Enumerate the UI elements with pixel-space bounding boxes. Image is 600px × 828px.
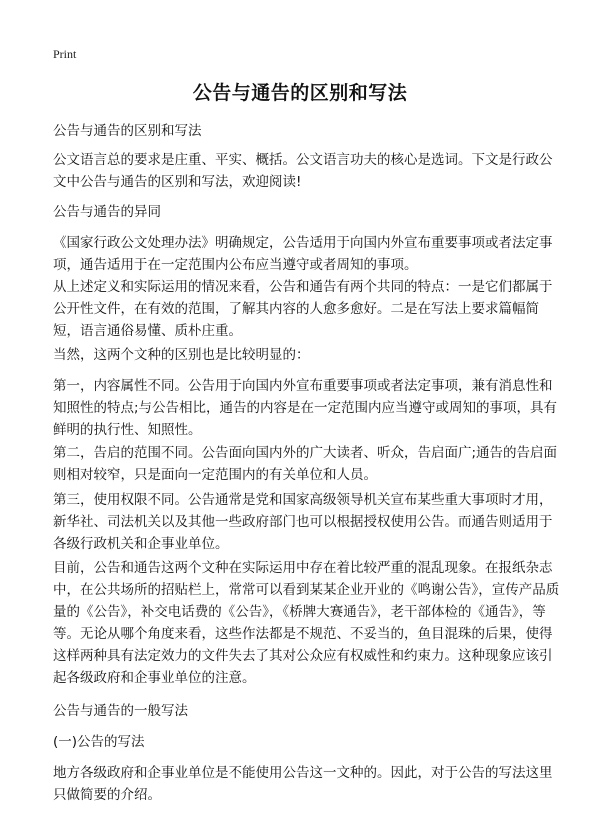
paragraph: 《国家行政公文处理办法》明确规定，公告适用于向国内外宣布重要事项或者法定事项，通告适用于在一定范围内公布应当遵守或者周知的事项。	[53, 235, 553, 273]
print-label: Print	[53, 47, 77, 61]
subsection-heading: (一)公告的写法	[53, 734, 145, 750]
paragraph: 第二，告启的范围不同。公告面向国内外的广大读者、听众，告启面广;通告的告启面则相对较窄，只是面向一定范围内的有关单位和人员。	[53, 445, 558, 483]
paragraph: 第一，内容属性不同。公告用于向国内外宣布重要事项或者法定事项，兼有消息性和知照性的特点;与公告相比，通告的内容是在一定范围内应当遵守或周知的事项，具有鲜明的执行性、知照性。	[53, 378, 558, 438]
section-heading: 公告与通告的一般写法	[53, 703, 188, 719]
paragraph: 地方各级政府和企事业单位是不能使用公告这一文种的。因此，对于公告的写法这里只做简要的介绍。	[53, 765, 553, 803]
page-title: 公告与通告的区别和写法	[192, 82, 408, 104]
paragraph: 当然，这两个文种的区别也是比较明显的：	[53, 347, 310, 363]
paragraph: 从上述定义和实际运用的情况来看，公告和通告有两个共同的特点：一是它们都属于公开性文件，在有效的范围，了解其内容的人愈多愈好。二是在写法上要求篇幅简短，语言通俗易懂、质朴庄重。	[53, 279, 553, 339]
paragraph: 目前，公告和通告这两个文种在实际运用中存在着比较严重的混乱现象。在报纸杂志中，在公共场所的招贴栏上，常常可以看到某某企业开业的《鸣谢公告》，宣传产品质量的《公告》，补交电话费的《公告》，《桥牌大赛通告》，老干部体检的《通告》，等等。无论从哪个角度来看，这些作法都是不规范、不妥当的，鱼目混珠的后果，使得这样两种具有法定效力的文件失去了其对公众应有权威性和约束力。这种现象应该引起各级政府和企事业单位的注意。	[53, 560, 560, 686]
paragraph: 第三，使用权限不同。公告通常是党和国家高级领导机关宣布某些重大事项时才用，新华社、司法机关以及其他一些政府部门也可以根据授权使用公告。而通告则适用于各级行政机关和企事业单位。	[53, 492, 553, 552]
intro-paragraph: 公文语言总的要求是庄重、平实、概括。公文语言功夫的核心是选词。下文是行政公文中公告与通告的区别和写法，欢迎阅读!	[53, 152, 553, 190]
section-heading: 公告与通告的区别和写法	[53, 123, 202, 139]
section-heading: 公告与通告的异同	[53, 204, 161, 220]
